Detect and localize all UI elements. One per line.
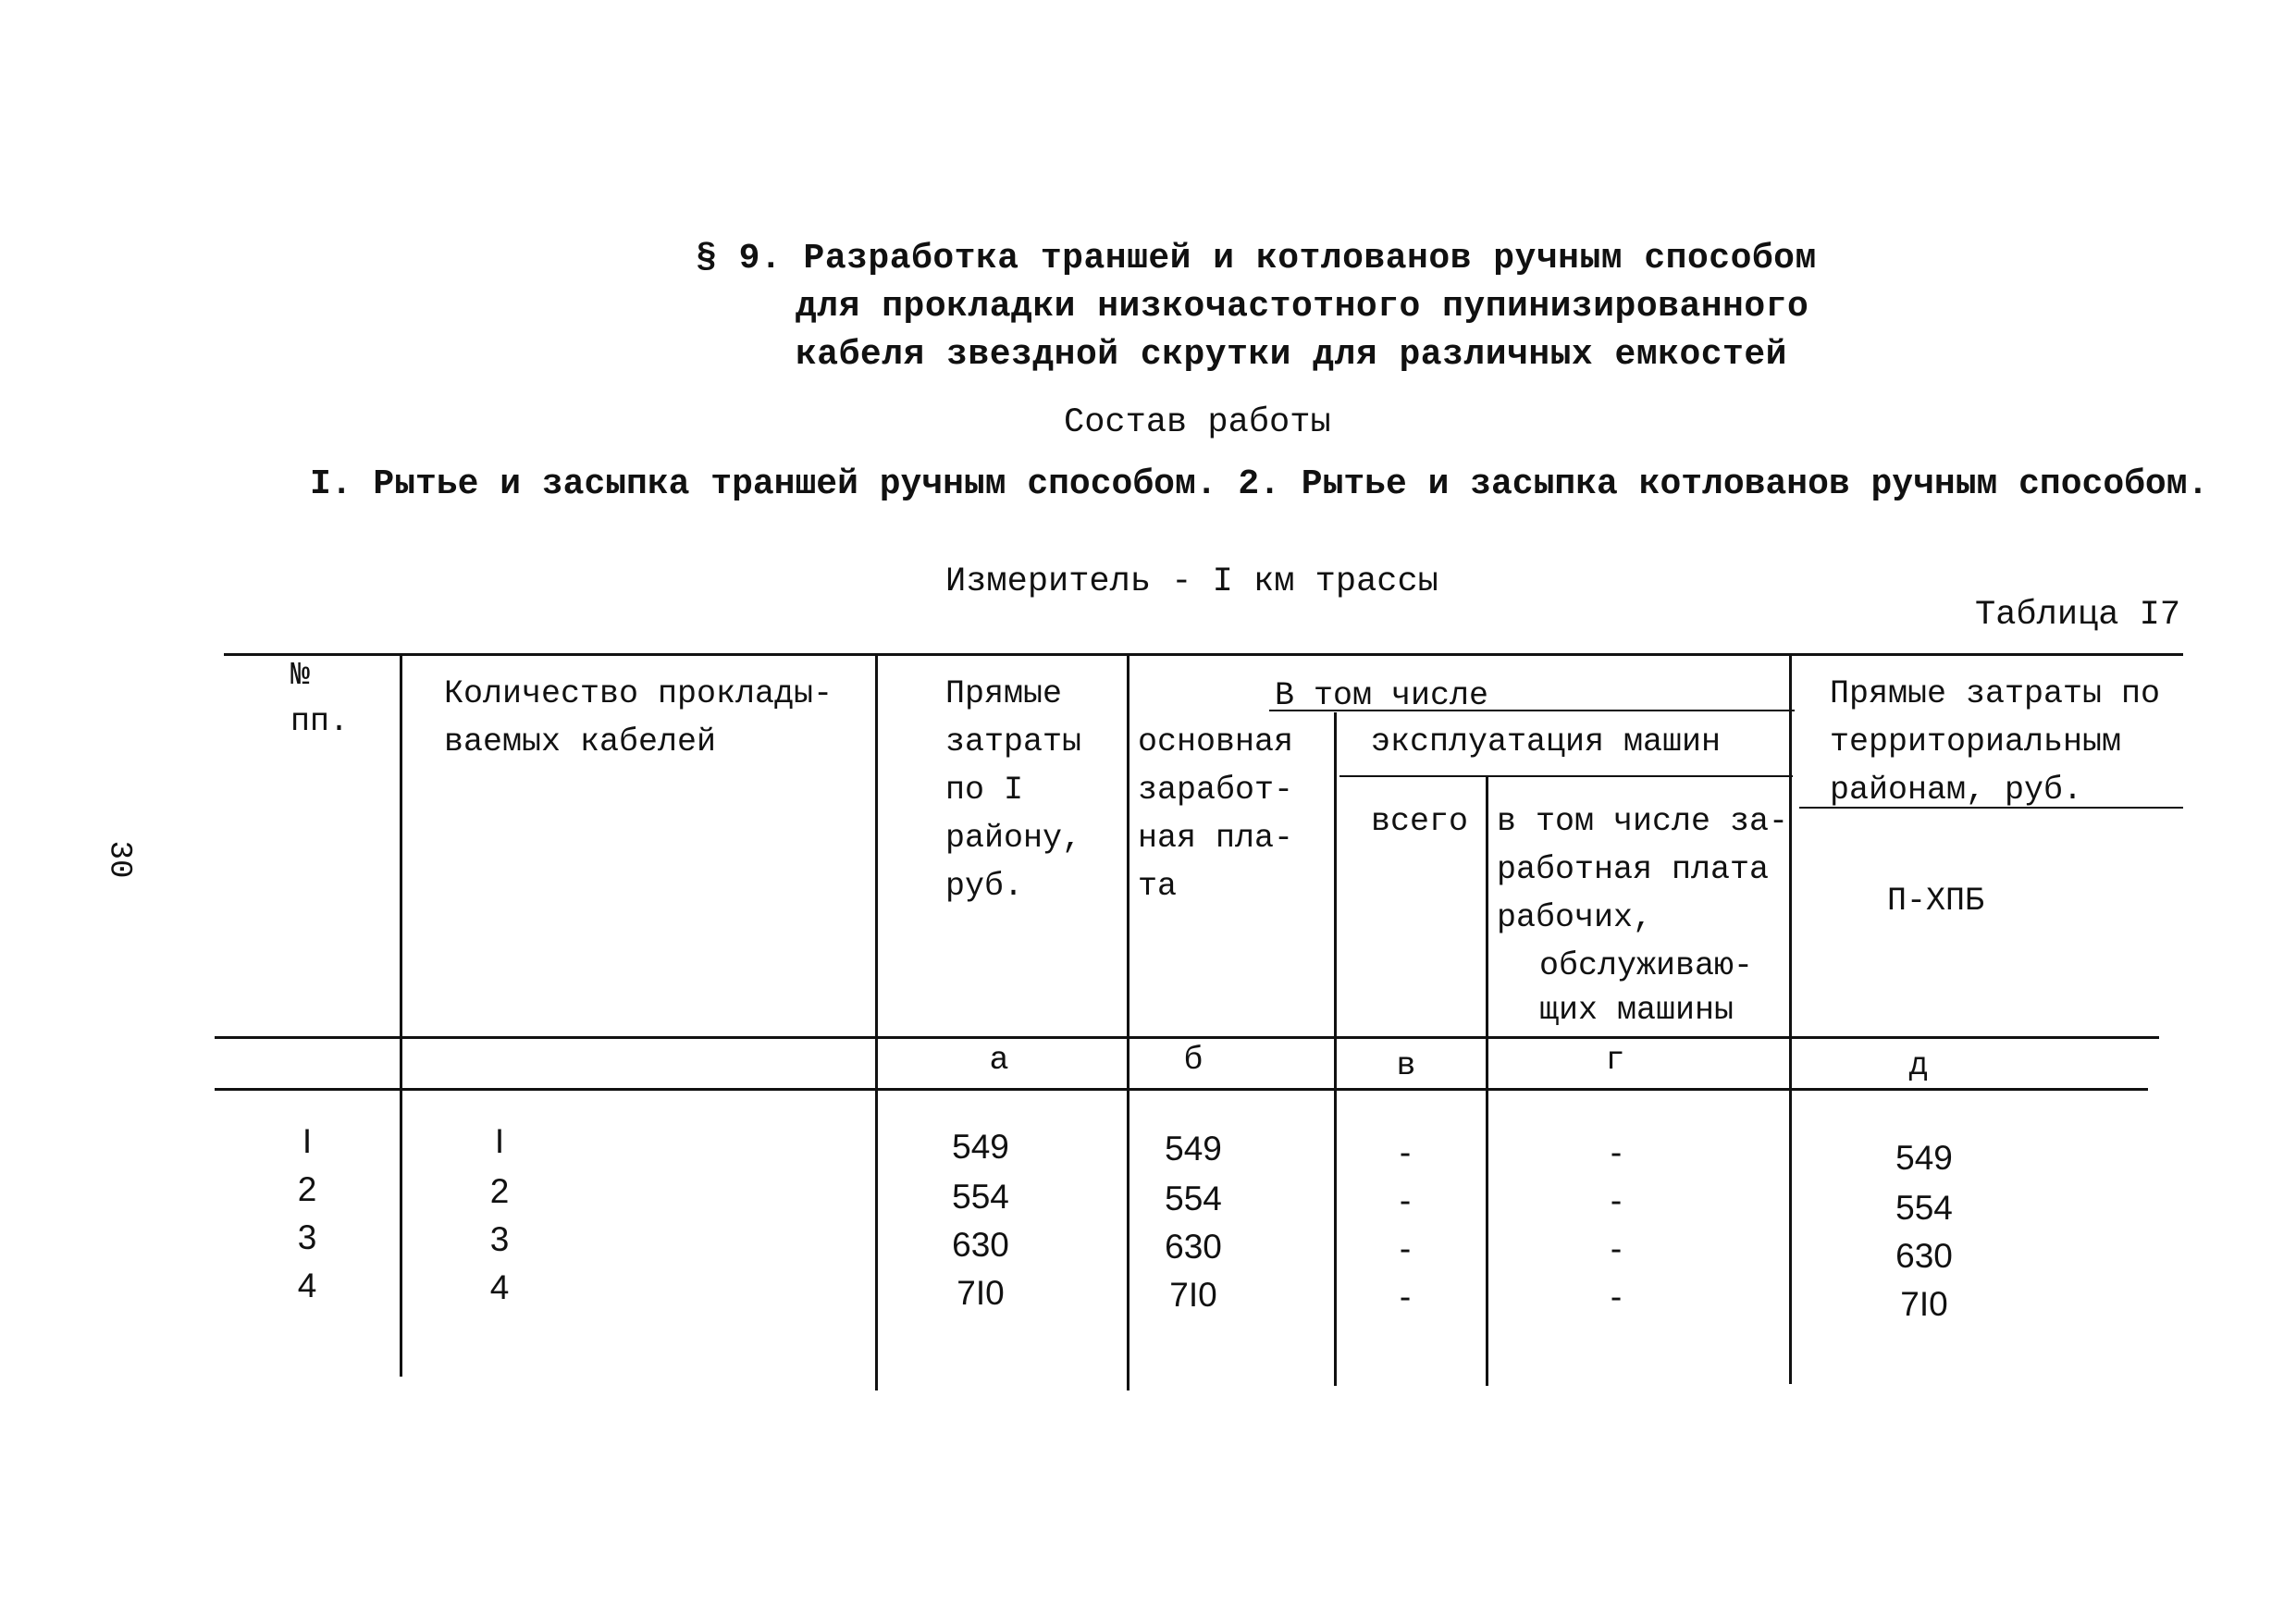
territorial-cost: 549 xyxy=(1895,1139,1953,1177)
header-region: П-ХПБ xyxy=(1887,883,1985,920)
header-salary-line-1: основная xyxy=(1138,723,1294,760)
column-letter-d: д xyxy=(1908,1047,1929,1084)
work-title: Состав работы xyxy=(1064,403,1331,442)
cable-count: 3 xyxy=(489,1220,510,1258)
header-salary-line-3: ная пла- xyxy=(1138,820,1294,857)
header-bottom-rule xyxy=(215,1036,2159,1039)
header-direct-line-4: району, xyxy=(945,820,1082,857)
col-divider-6 xyxy=(1789,655,1792,1384)
section-heading-line-2: для прокладки низкочастотного пупинизированного xyxy=(796,287,1809,327)
machines-salary: - xyxy=(1610,1181,1623,1219)
base-salary: 7I0 xyxy=(1169,1276,1217,1314)
header-cables-line-2: ваемых кабелей xyxy=(444,723,717,760)
header-machines-total: всего xyxy=(1371,803,1469,840)
header-incl-line-1: в том числе за- xyxy=(1497,803,1789,840)
col-divider-5 xyxy=(1486,777,1488,1386)
column-letter-g: г xyxy=(1605,1042,1625,1079)
machines-total: - xyxy=(1399,1133,1412,1171)
machines-salary: - xyxy=(1610,1278,1623,1316)
col-divider-4 xyxy=(1334,712,1337,1386)
header-num-label: пп. xyxy=(290,703,350,740)
header-including: В том числе xyxy=(1275,677,1489,714)
direct-cost: 7I0 xyxy=(957,1274,1005,1312)
direct-cost: 549 xyxy=(952,1128,1009,1166)
header-incl-line-5: щих машины xyxy=(1539,992,1734,1029)
base-salary: 554 xyxy=(1165,1180,1222,1217)
work-description: I. Рытье и засыпка траншей ручным способом. 2. Рытье и засыпка котлованов ручным способом. xyxy=(310,464,2209,504)
header-salary-line-2: заработ- xyxy=(1138,772,1294,809)
page-number: 30 xyxy=(101,840,137,879)
header-territorial-line-1: Прямые затраты по xyxy=(1830,675,2161,712)
table-top-rule xyxy=(224,653,2183,656)
row-number: 3 xyxy=(297,1218,317,1256)
column-letter-b: б xyxy=(1183,1042,1204,1079)
header-territorial-line-3: районам, руб. xyxy=(1830,772,2083,809)
base-salary: 549 xyxy=(1165,1130,1222,1168)
letters-bottom-rule xyxy=(215,1088,2148,1091)
header-incl-line-2: работная плата xyxy=(1497,851,1770,888)
section-heading-line-3: кабеля звездной скрутки для различных емкостей xyxy=(796,335,1787,375)
row-number: 2 xyxy=(297,1170,317,1208)
row-number: 4 xyxy=(297,1267,317,1304)
direct-cost: 554 xyxy=(952,1178,1009,1216)
machines-salary: - xyxy=(1610,1230,1623,1267)
header-incl-line-4: обслуживаю- xyxy=(1539,947,1754,984)
direct-cost: 630 xyxy=(952,1226,1009,1264)
base-salary: 630 xyxy=(1165,1228,1222,1266)
measure-unit: Измеритель - I км трассы xyxy=(945,562,1438,601)
header-num-symbol: № xyxy=(290,657,311,694)
header-direct-line-5: руб. xyxy=(945,868,1024,905)
territorial-cost: 7I0 xyxy=(1900,1285,1948,1323)
column-letter-a: а xyxy=(989,1042,1009,1079)
col-divider-3 xyxy=(1127,655,1129,1390)
col-divider-2 xyxy=(875,655,878,1390)
header-direct-line-1: Прямые xyxy=(945,675,1063,712)
territorial-cost: 554 xyxy=(1895,1189,1953,1227)
section-heading-line-1: § 9. Разработка траншей и котлованов ручным способом xyxy=(696,239,1817,278)
machines-total: - xyxy=(1399,1181,1412,1219)
cable-count: I xyxy=(494,1122,505,1160)
machines-salary: - xyxy=(1610,1133,1623,1171)
row-number: I xyxy=(302,1122,313,1160)
machines-rule xyxy=(1339,775,1793,777)
header-machines: эксплуатация машин xyxy=(1371,723,1722,760)
table-label: Таблица I7 xyxy=(1975,596,2181,635)
header-territorial-line-2: территориальным xyxy=(1830,723,2122,760)
header-direct-line-2: затраты xyxy=(945,723,1082,760)
machines-total: - xyxy=(1399,1230,1412,1267)
territorial-cost: 630 xyxy=(1895,1237,1953,1275)
col-divider-1 xyxy=(400,655,402,1377)
column-letter-v: в xyxy=(1396,1047,1416,1084)
machines-total: - xyxy=(1399,1278,1412,1316)
header-salary-line-4: та xyxy=(1138,868,1178,905)
header-incl-line-3: рабочих, xyxy=(1497,899,1653,936)
cable-count: 4 xyxy=(489,1268,510,1306)
header-direct-line-3: по I xyxy=(945,772,1024,809)
header-cables-line-1: Количество проклады- xyxy=(444,675,833,712)
cable-count: 2 xyxy=(489,1172,510,1210)
